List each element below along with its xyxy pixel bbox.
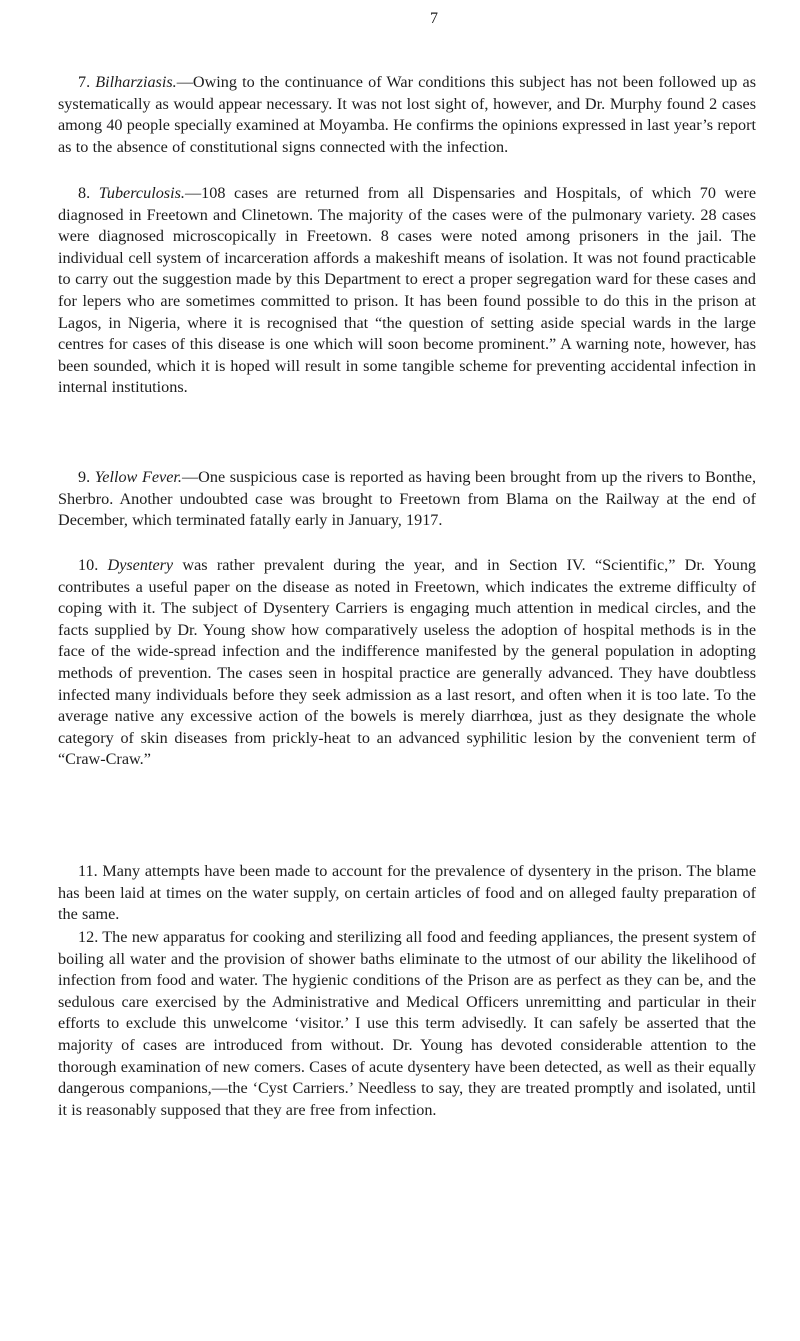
paragraph-text: —Owing to the continuance of War conditions this subject has not been followed up as systematically as would appear necessary. It was not lost sight of, however, and Dr. Murphy found 2 cases among 40 people specially examined at Moyamba. He confirms the opinions expressed in last year’s report as to the absence of constitutional signs connected with the infection. xyxy=(58,73,757,156)
paragraph-heading: Bilharziasis. xyxy=(95,73,177,91)
paragraph-number: 8. xyxy=(78,184,91,202)
paragraph-apparatus xyxy=(58,927,756,1121)
paragraph-yellow-fever xyxy=(58,467,756,532)
page-number: 7 xyxy=(430,10,438,27)
paragraph-number: 9. xyxy=(78,468,91,486)
paragraph-text: —108 cases are returned from all Dispensaries and Hospitals, of which 70 were diagnosed in Freetown and Clinetown. The majority of the cases were of the pulmonary variety. 28 cases were diagnosed microscopically in Freetown. 8 cases were noted among prisoners in the jail. The individual cell system of incarceration affords a makeshift means of isolation. It was not found practicable to carry out the suggestion made by this Department to erect a proper segregation ward for these cases and for lepers who are sometimes committed to prison. It has been found possible to do this in the prison at Lagos, in Nigeria, where it is recognised that “the question of setting aside special wards in the large centres for cases of this disease is one which will soon become prominent.” A warning note, however, has been sounded, which it is hoped will result in some tangible scheme for preventing accidental infection in internal institutions. xyxy=(58,184,757,397)
paragraph-number: 12. xyxy=(78,928,99,946)
paragraph-heading: Tuberculosis. xyxy=(98,184,185,202)
paragraph-heading: Dysentery xyxy=(107,556,174,574)
paragraph-bilharziasis xyxy=(58,72,756,158)
paragraph-number: 11. xyxy=(78,862,98,880)
paragraph-text: —One suspicious case is reported as having been brought from up the rivers to Bonthe, Sherbro. Another undoubted case was brought to Freetown from Blama on the Railway at the end of December, which terminated fatally early in January, 1917. xyxy=(58,468,756,530)
paragraph-prison-dysentery xyxy=(58,861,756,926)
paragraph-number: 10. xyxy=(78,556,99,574)
paragraph-text: Many attempts have been made to account for the prevalence of dysentery in the prison. The blame has been laid at times on the water supply, on certain articles of food and on alleged faulty preparation of the same. xyxy=(58,862,756,924)
paragraph-text: was rather prevalent during the year, and in Section IV. “Scientific,” Dr. Young contributes a useful paper on the disease as noted in Freetown, which indicates the extreme difficulty of coping with it. The subject of Dysentery Carriers is engaging much attention in medical circles, and the facts supplied by Dr. Young show how comparatively useless the adoption of hospital methods is in the face of the wide-spread infection and the indifference manifested by the general population in adopting methods of prevention. The cases seen in hospital practice are generally advanced. They have doubtless infected many individuals before they seek admission as a last resort, and often when it is too late. To the average native any excessive action of the bowels is merely diarrhœa, just as they designate the whole category of skin diseases from prickly-heat to an advanced syphilitic lesion by the convenient term of “Craw-Craw.” xyxy=(58,556,757,769)
paragraph-number: 7. xyxy=(78,73,91,91)
paragraph-text: The new apparatus for cooking and sterilizing all food and feeding appliances, the present system of boiling all water and the provision of shower baths eliminate to the utmost of our ability the likelihood of infection from food and water. The hygienic conditions of the Prison are as perfect as they can be, and the sedulous care exercised by the Administrative and Medical Officers unremitting and particular in their efforts to exclude this unwelcome ‘visitor.’ I use this term advisedly. It can safely be asserted that the majority of cases are introduced from without. Dr. Young has devoted considerable attention to the thorough examination of new comers. Cases of acute dysentery have been detected, as well as their equally dangerous companions,—the ‘Cyst Carriers.’ Needless to say, they are treated promptly and isolated, until it is reasonably supposed that they are free from infection. xyxy=(58,928,756,1119)
paragraph-tuberculosis xyxy=(58,183,756,399)
paragraph-heading: Yellow Fever. xyxy=(94,468,182,486)
paragraph-dysentery xyxy=(58,555,756,771)
